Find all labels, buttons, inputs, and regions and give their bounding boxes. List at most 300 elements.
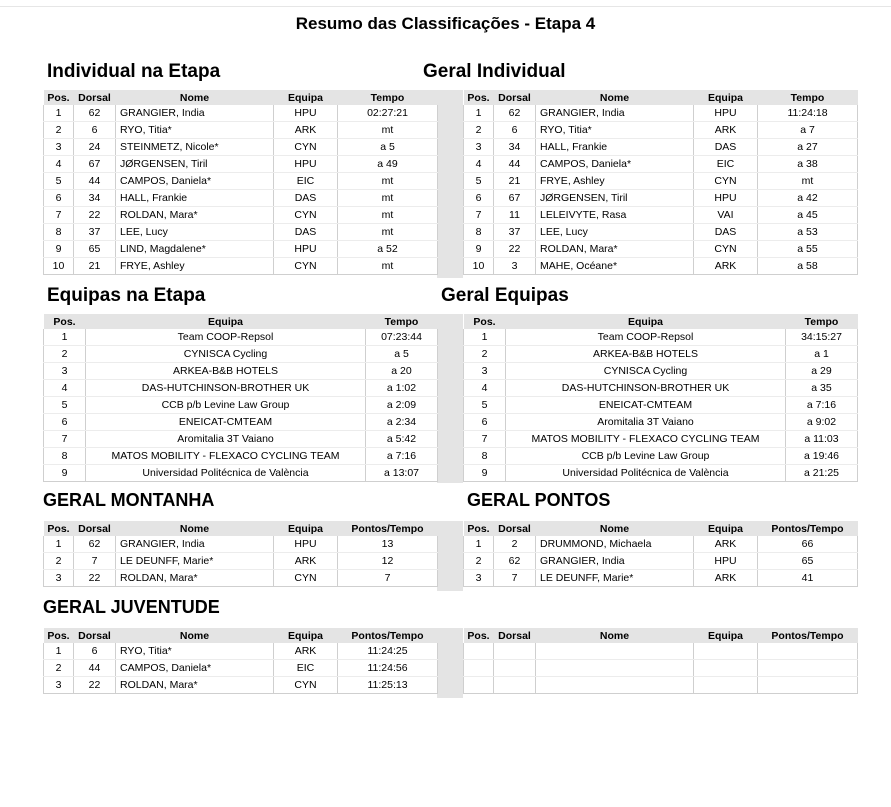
table-cell: a 55: [758, 241, 858, 258]
table-cell: [536, 643, 694, 660]
table-cell: mt: [338, 207, 438, 224]
table-row: [464, 553, 858, 570]
section-title-general-individual: Geral Individual: [423, 61, 566, 82]
column-header: Pontos/Tempo: [758, 521, 858, 536]
table-cell: 1: [44, 105, 74, 122]
table-cell: 62: [74, 536, 116, 553]
table-cell: 3: [44, 139, 74, 156]
column-header: Dorsal: [494, 628, 536, 643]
table-cell: GRANGIER, India: [536, 105, 694, 122]
section-title-stage-teams: Equipas na Etapa: [47, 285, 206, 306]
table-cell: 11:25:13: [338, 677, 438, 694]
table-cell: 7: [464, 207, 494, 224]
table-cell: [494, 660, 536, 677]
table-cell: 13: [338, 536, 438, 553]
table-cell: a 58: [758, 258, 858, 275]
table-cell: 37: [494, 224, 536, 241]
table-cell: GRANGIER, India: [536, 553, 694, 570]
table-cell: LEE, Lucy: [116, 224, 274, 241]
table-cell: mt: [338, 258, 438, 275]
table-cell: MATOS MOBILITY - FLEXACO CYCLING TEAM: [86, 448, 366, 465]
table-cell: 2: [494, 536, 536, 553]
table-cell: Universidad Politécnica de València: [86, 465, 366, 482]
table-cell: 34: [494, 139, 536, 156]
table-cell: a 9:02: [786, 414, 858, 431]
table-cell: 62: [494, 553, 536, 570]
table-cell: [694, 677, 758, 694]
table-cell: CYN: [694, 173, 758, 190]
column-gutter: [437, 314, 463, 483]
table-cell: 11:24:56: [338, 660, 438, 677]
table-cell: 7: [464, 431, 506, 448]
table-cell: [536, 660, 694, 677]
table-header-row: [464, 628, 858, 643]
table-cell: ROLDAN, Mara*: [116, 207, 274, 224]
table-cell: 10: [44, 258, 74, 275]
table-row: [44, 105, 438, 122]
table-header-row: [44, 628, 438, 643]
page-title: Resumo das Classificações - Etapa 4: [295, 14, 596, 33]
table-row: [44, 346, 438, 363]
table-cell: a 21:25: [786, 465, 858, 482]
table-cell: a 38: [758, 156, 858, 173]
table-row: [464, 397, 858, 414]
table-cell: 6: [464, 190, 494, 207]
table-cell: 21: [74, 258, 116, 275]
table-cell: GRANGIER, India: [116, 105, 274, 122]
table-cell: FRYE, Ashley: [536, 173, 694, 190]
table-cell: 8: [44, 448, 86, 465]
table-cell: DAS-HUTCHINSON-BROTHER UK: [506, 380, 786, 397]
table-cell: ENEICAT-CMTEAM: [506, 397, 786, 414]
table-row: [44, 329, 438, 346]
column-header: Pos.: [464, 628, 494, 643]
table-cell: 37: [74, 224, 116, 241]
table-cell: [494, 643, 536, 660]
table-cell: LE DEUNFF, Marie*: [116, 553, 274, 570]
column-header: Dorsal: [74, 521, 116, 536]
table-cell: 7: [44, 207, 74, 224]
table-cell: 9: [464, 465, 506, 482]
table-cell: MAHE, Océane*: [536, 258, 694, 275]
table-cell: 9: [44, 241, 74, 258]
table-cell: a 19:46: [786, 448, 858, 465]
column-header: Equipa: [694, 521, 758, 536]
table-cell: CYN: [274, 139, 338, 156]
section-title-youth: GERAL JUVENTUDE: [43, 597, 220, 617]
section-title-general-teams: Geral Equipas: [441, 285, 569, 306]
table-cell: 7: [494, 570, 536, 587]
section-title-points: GERAL PONTOS: [467, 490, 611, 510]
table-cell: 1: [464, 105, 494, 122]
table-cell: a 2:34: [366, 414, 438, 431]
table-cell: 3: [464, 139, 494, 156]
table-row: [44, 536, 438, 553]
table-cell: 07:23:44: [366, 329, 438, 346]
table-row: [44, 431, 438, 448]
table-cell: HALL, Frankie: [536, 139, 694, 156]
general-teams-table: [463, 314, 858, 482]
table-cell: 21: [494, 173, 536, 190]
table-row: [44, 122, 438, 139]
table-cell: CYNISCA Cycling: [86, 346, 366, 363]
table-cell: Universidad Politécnica de València: [506, 465, 786, 482]
table-cell: 3: [464, 570, 494, 587]
column-header: Equipa: [694, 90, 758, 105]
table-row: [44, 190, 438, 207]
table-row: [464, 660, 858, 677]
table-cell: 41: [758, 570, 858, 587]
table-cell: ARK: [694, 570, 758, 587]
table-row: [44, 258, 438, 275]
table-cell: DAS: [274, 190, 338, 207]
table-cell: [536, 677, 694, 694]
stage-teams-table: [43, 314, 438, 482]
table-cell: 11: [494, 207, 536, 224]
table-cell: 44: [74, 660, 116, 677]
youth-table: [43, 628, 438, 694]
table-cell: 62: [74, 105, 116, 122]
section-title-mountain: GERAL MONTANHA: [43, 490, 215, 510]
table-cell: ROLDAN, Mara*: [116, 677, 274, 694]
table-row: [464, 643, 858, 660]
table-cell: [464, 643, 494, 660]
table-cell: FRYE, Ashley: [116, 258, 274, 275]
youth-right-empty-table: [463, 628, 858, 694]
table-cell: Team COOP-Repsol: [86, 329, 366, 346]
table-cell: CYNISCA Cycling: [506, 363, 786, 380]
column-header: Equipa: [86, 314, 366, 329]
table-cell: JØRGENSEN, Tiril: [116, 156, 274, 173]
table-row: [464, 465, 858, 482]
table-row: [464, 536, 858, 553]
table-cell: 67: [494, 190, 536, 207]
table-cell: 2: [464, 553, 494, 570]
table-cell: 65: [74, 241, 116, 258]
table-cell: 1: [464, 329, 506, 346]
table-cell: 2: [464, 122, 494, 139]
table-cell: 1: [464, 536, 494, 553]
table-row: [464, 329, 858, 346]
table-cell: 8: [464, 224, 494, 241]
table-cell: ARK: [274, 122, 338, 139]
table-row: [464, 173, 858, 190]
table-cell: 12: [338, 553, 438, 570]
table-cell: 2: [44, 660, 74, 677]
table-cell: 7: [44, 431, 86, 448]
table-cell: [464, 660, 494, 677]
table-cell: 5: [464, 173, 494, 190]
table-row: [44, 156, 438, 173]
table-cell: 34:15:27: [786, 329, 858, 346]
table-cell: ROLDAN, Mara*: [116, 570, 274, 587]
table-row: [464, 241, 858, 258]
table-cell: HPU: [694, 190, 758, 207]
table-cell: HPU: [274, 105, 338, 122]
table-cell: ENEICAT-CMTEAM: [86, 414, 366, 431]
table-cell: a 1:02: [366, 380, 438, 397]
table-cell: RYO, Titia*: [116, 122, 274, 139]
column-header: Dorsal: [494, 521, 536, 536]
table-row: [464, 346, 858, 363]
table-cell: HPU: [694, 105, 758, 122]
table-row: [464, 363, 858, 380]
table-cell: a 1: [786, 346, 858, 363]
table-cell: CCB p/b Levine Law Group: [506, 448, 786, 465]
table-cell: RYO, Titia*: [536, 122, 694, 139]
column-header: Equipa: [274, 628, 338, 643]
column-header: Pos.: [464, 314, 506, 329]
table-row: [44, 224, 438, 241]
column-header: Equipa: [274, 90, 338, 105]
table-cell: mt: [338, 224, 438, 241]
table-row: [44, 660, 438, 677]
column-header: Dorsal: [494, 90, 536, 105]
section-title-stage-individual: Individual na Etapa: [47, 61, 221, 82]
table-row: [464, 207, 858, 224]
table-cell: EIC: [274, 173, 338, 190]
table-cell: [758, 643, 858, 660]
table-cell: Aromitalia 3T Vaiano: [86, 431, 366, 448]
table-row: [44, 465, 438, 482]
table-cell: ARK: [694, 122, 758, 139]
table-cell: mt: [338, 190, 438, 207]
column-gutter: [437, 90, 463, 278]
table-cell: CAMPOS, Daniela*: [116, 660, 274, 677]
table-cell: 62: [494, 105, 536, 122]
table-cell: a 45: [758, 207, 858, 224]
table-cell: CYN: [694, 241, 758, 258]
table-cell: 3: [44, 363, 86, 380]
table-row: [464, 448, 858, 465]
table-cell: 3: [44, 677, 74, 694]
table-row: [464, 190, 858, 207]
table-cell: 2: [44, 346, 86, 363]
table-row: [44, 643, 438, 660]
table-cell: mt: [338, 173, 438, 190]
table-cell: 65: [758, 553, 858, 570]
table-row: [44, 677, 438, 694]
table-cell: ARKEA-B&B HOTELS: [86, 363, 366, 380]
table-cell: 4: [464, 380, 506, 397]
table-cell: a 52: [338, 241, 438, 258]
table-cell: CYN: [274, 570, 338, 587]
table-cell: HPU: [274, 241, 338, 258]
general-individual-table: [463, 90, 858, 275]
table-header-row: [464, 314, 858, 329]
table-header-row: [464, 521, 858, 536]
table-cell: 66: [758, 536, 858, 553]
table-cell: mt: [758, 173, 858, 190]
table-cell: HPU: [274, 536, 338, 553]
table-cell: LELEIVYTE, Rasa: [536, 207, 694, 224]
table-cell: a 7: [758, 122, 858, 139]
table-cell: ARK: [694, 536, 758, 553]
table-row: [464, 431, 858, 448]
table-row: [44, 241, 438, 258]
table-cell: HPU: [694, 553, 758, 570]
table-header-row: [44, 90, 438, 105]
table-cell: 7: [338, 570, 438, 587]
column-header: Tempo: [786, 314, 858, 329]
table-cell: 3: [494, 258, 536, 275]
table-cell: LE DEUNFF, Marie*: [536, 570, 694, 587]
table-cell: CAMPOS, Daniela*: [536, 156, 694, 173]
table-cell: CYN: [274, 207, 338, 224]
table-cell: 2: [464, 346, 506, 363]
table-cell: HALL, Frankie: [116, 190, 274, 207]
table-cell: 1: [44, 536, 74, 553]
table-cell: a 29: [786, 363, 858, 380]
table-cell: RYO, Titia*: [116, 643, 274, 660]
table-cell: 24: [74, 139, 116, 156]
table-cell: DAS-HUTCHINSON-BROTHER UK: [86, 380, 366, 397]
table-cell: a 13:07: [366, 465, 438, 482]
table-row: [464, 105, 858, 122]
table-cell: a 11:03: [786, 431, 858, 448]
table-cell: a 35: [786, 380, 858, 397]
table-cell: [694, 660, 758, 677]
table-cell: 4: [44, 156, 74, 173]
column-header: Tempo: [758, 90, 858, 105]
table-cell: 4: [44, 380, 86, 397]
table-row: [44, 570, 438, 587]
table-cell: CYN: [274, 677, 338, 694]
table-cell: Team COOP-Repsol: [506, 329, 786, 346]
table-row: [44, 173, 438, 190]
column-gutter: [437, 521, 463, 591]
table-cell: a 5: [366, 346, 438, 363]
table-row: [44, 363, 438, 380]
table-cell: CAMPOS, Daniela*: [116, 173, 274, 190]
table-cell: DAS: [694, 139, 758, 156]
table-cell: [758, 677, 858, 694]
table-cell: a 53: [758, 224, 858, 241]
table-header-row: [464, 90, 858, 105]
column-header: Tempo: [338, 90, 438, 105]
column-header: Pos.: [44, 314, 86, 329]
table-cell: EIC: [694, 156, 758, 173]
column-header: Nome: [116, 521, 274, 536]
column-header: Pos.: [464, 90, 494, 105]
table-cell: GRANGIER, India: [116, 536, 274, 553]
table-cell: [758, 660, 858, 677]
table-cell: 9: [464, 241, 494, 258]
table-row: [464, 414, 858, 431]
table-cell: a 7:16: [366, 448, 438, 465]
table-cell: 6: [44, 190, 74, 207]
table-cell: 3: [44, 570, 74, 587]
table-cell: ARK: [274, 643, 338, 660]
table-cell: 5: [44, 173, 74, 190]
table-cell: 6: [74, 122, 116, 139]
table-cell: ARKEA-B&B HOTELS: [506, 346, 786, 363]
table-row: [464, 258, 858, 275]
table-cell: CYN: [274, 258, 338, 275]
column-header: Nome: [536, 521, 694, 536]
table-cell: 10: [464, 258, 494, 275]
table-cell: Aromitalia 3T Vaiano: [506, 414, 786, 431]
table-cell: 22: [74, 677, 116, 694]
table-cell: 67: [74, 156, 116, 173]
table-row: [464, 122, 858, 139]
table-cell: a 20: [366, 363, 438, 380]
table-row: [464, 380, 858, 397]
table-cell: VAI: [694, 207, 758, 224]
table-cell: DRUMMOND, Michaela: [536, 536, 694, 553]
column-header: Nome: [536, 628, 694, 643]
table-cell: mt: [338, 122, 438, 139]
table-cell: ARK: [694, 258, 758, 275]
table-cell: 11:24:18: [758, 105, 858, 122]
table-cell: 3: [464, 363, 506, 380]
column-header: Equipa: [506, 314, 786, 329]
table-cell: 6: [74, 643, 116, 660]
column-header: Nome: [116, 90, 274, 105]
table-row: [44, 139, 438, 156]
table-row: [44, 380, 438, 397]
table-cell: STEINMETZ, Nicole*: [116, 139, 274, 156]
column-header: Dorsal: [74, 90, 116, 105]
table-row: [44, 414, 438, 431]
table-cell: 1: [44, 643, 74, 660]
column-header: Pos.: [44, 628, 74, 643]
mountain-table: [43, 521, 438, 587]
table-cell: ROLDAN, Mara*: [536, 241, 694, 258]
table-row: [44, 448, 438, 465]
table-cell: 5: [44, 397, 86, 414]
table-cell: DAS: [694, 224, 758, 241]
table-header-row: [44, 521, 438, 536]
table-cell: 4: [464, 156, 494, 173]
table-cell: 9: [44, 465, 86, 482]
table-cell: JØRGENSEN, Tiril: [536, 190, 694, 207]
table-cell: LEE, Lucy: [536, 224, 694, 241]
column-gutter: [437, 628, 463, 698]
table-cell: 02:27:21: [338, 105, 438, 122]
table-row: [44, 397, 438, 414]
table-cell: a 42: [758, 190, 858, 207]
table-cell: a 5:42: [366, 431, 438, 448]
table-cell: HPU: [274, 156, 338, 173]
table-cell: EIC: [274, 660, 338, 677]
table-cell: [494, 677, 536, 694]
table-header-row: [44, 314, 438, 329]
column-header: Pontos/Tempo: [338, 628, 438, 643]
table-cell: 44: [74, 173, 116, 190]
table-cell: 6: [464, 414, 506, 431]
table-cell: 8: [44, 224, 74, 241]
table-cell: 7: [74, 553, 116, 570]
table-cell: [694, 643, 758, 660]
column-header: Nome: [536, 90, 694, 105]
column-header: Tempo: [366, 314, 438, 329]
table-cell: a 5: [338, 139, 438, 156]
table-cell: 34: [74, 190, 116, 207]
table-cell: a 2:09: [366, 397, 438, 414]
column-header: Pos.: [44, 521, 74, 536]
column-header: Dorsal: [74, 628, 116, 643]
table-cell: 5: [464, 397, 506, 414]
top-divider: [0, 6, 891, 7]
table-cell: a 7:16: [786, 397, 858, 414]
table-cell: 6: [494, 122, 536, 139]
column-header: Pontos/Tempo: [338, 521, 438, 536]
table-cell: 2: [44, 553, 74, 570]
table-cell: 8: [464, 448, 506, 465]
table-cell: LIND, Magdalene*: [116, 241, 274, 258]
table-row: [464, 156, 858, 173]
